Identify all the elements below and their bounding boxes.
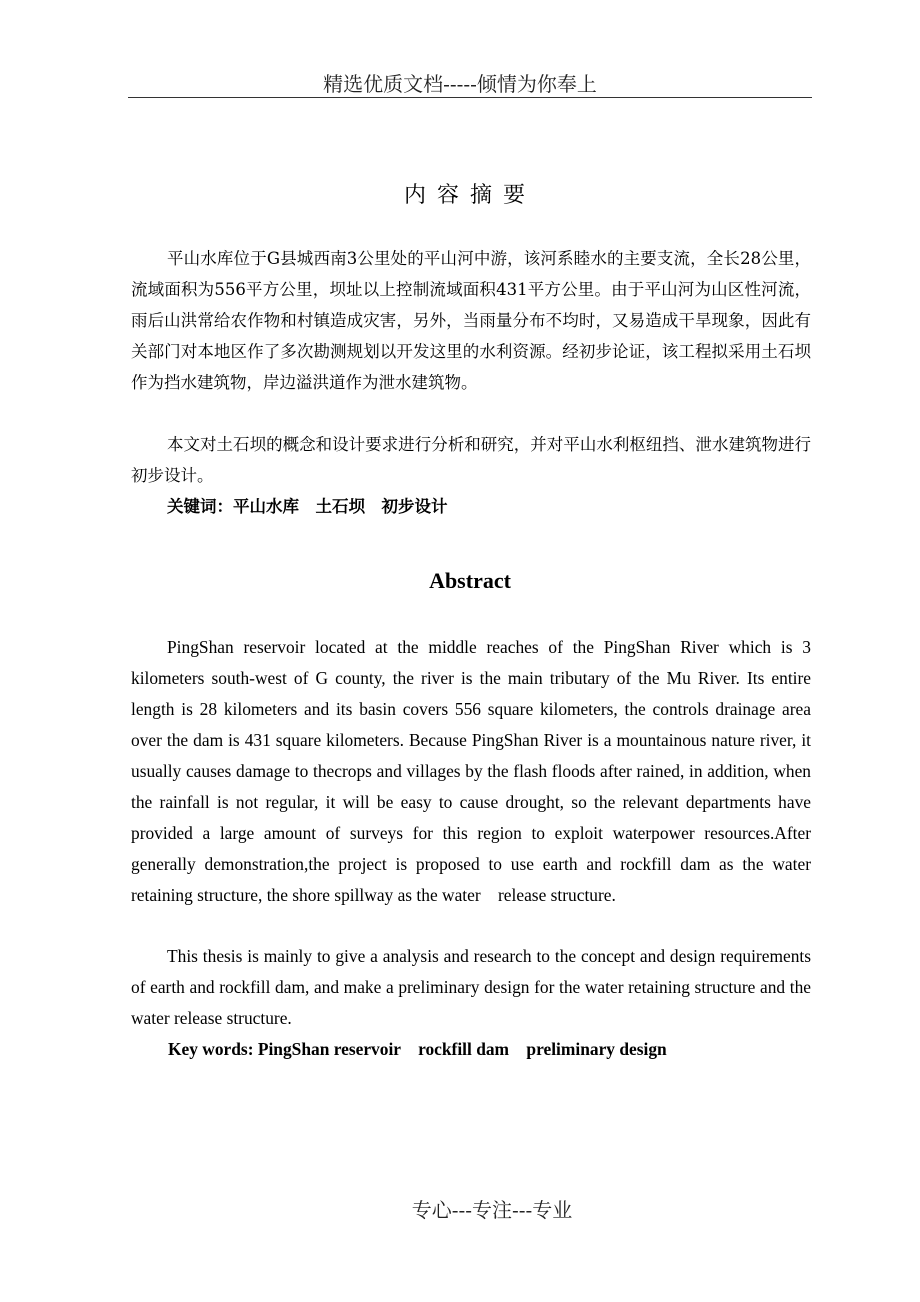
header-divider: [128, 97, 812, 98]
page-footer: 专心---专注---专业: [411, 1198, 573, 1222]
english-abstract-title: Abstract: [429, 568, 511, 593]
chinese-keywords: 关键词：平山水库 土石坝 初步设计: [167, 497, 448, 516]
chinese-abstract-paragraph-1: 平山水库位于G县城西南3公里处的平山河中游，该河系睦水的主要支流，全长28公里，流域面积为556平方公里，坝址以上控制流域面积431平方公里。由于平山河为山区性河流，雨后山洪常给农作物和村镇造成灾害，另外，当雨量分布不均时，又易造成干旱现象，因此有关部门对本地区作了多次勘测规划以开发这里的水利资源。经初步论证，该工程拟采用土石坝作为挡水建筑物，岸边溢洪道作为泄水建筑物。: [131, 249, 811, 392]
page-header: 精选优质文档-----倾情为你奉上: [323, 72, 597, 96]
chinese-abstract-title: 内容摘要: [403, 183, 536, 208]
english-abstract-paragraph-2: This thesis is mainly to give a analysis and research to the concept and design requirements of earth and rockfill dam, and make a preliminary design for the water retaining structure and the water release structure.: [131, 946, 811, 1028]
english-abstract-paragraph-1: PingShan reservoir located at the middle reaches of the PingShan River which is 3 kilometers south-west of G county, the river is the main tributary of the Mu River. Its entire length is 28 kilometers and its basin covers 556 square kilometers, the controls drainage area over the dam is 431 square kilometers. Because PingShan River is a mountainous nature river, it usually causes damage to thecrops and villages by the flash floods after rained, in addition, when the rainfall is not regular, it will be easy to cause drought, so the relevant departments have provided a large amount of surveys for this region to exploit waterpower resources.After generally demonstration,the project is proposed to use earth and rockfill dam as the water retaining structure, the shore spillway as the water release structure.: [131, 637, 811, 905]
english-keywords: Key words: PingShan reservoir rockfill dam preliminary design: [168, 1039, 667, 1059]
chinese-abstract-paragraph-2: 本文对土石坝的概念和设计要求进行分析和研究，并对平山水利枢纽挡、泄水建筑物进行初步设计。: [131, 435, 811, 485]
